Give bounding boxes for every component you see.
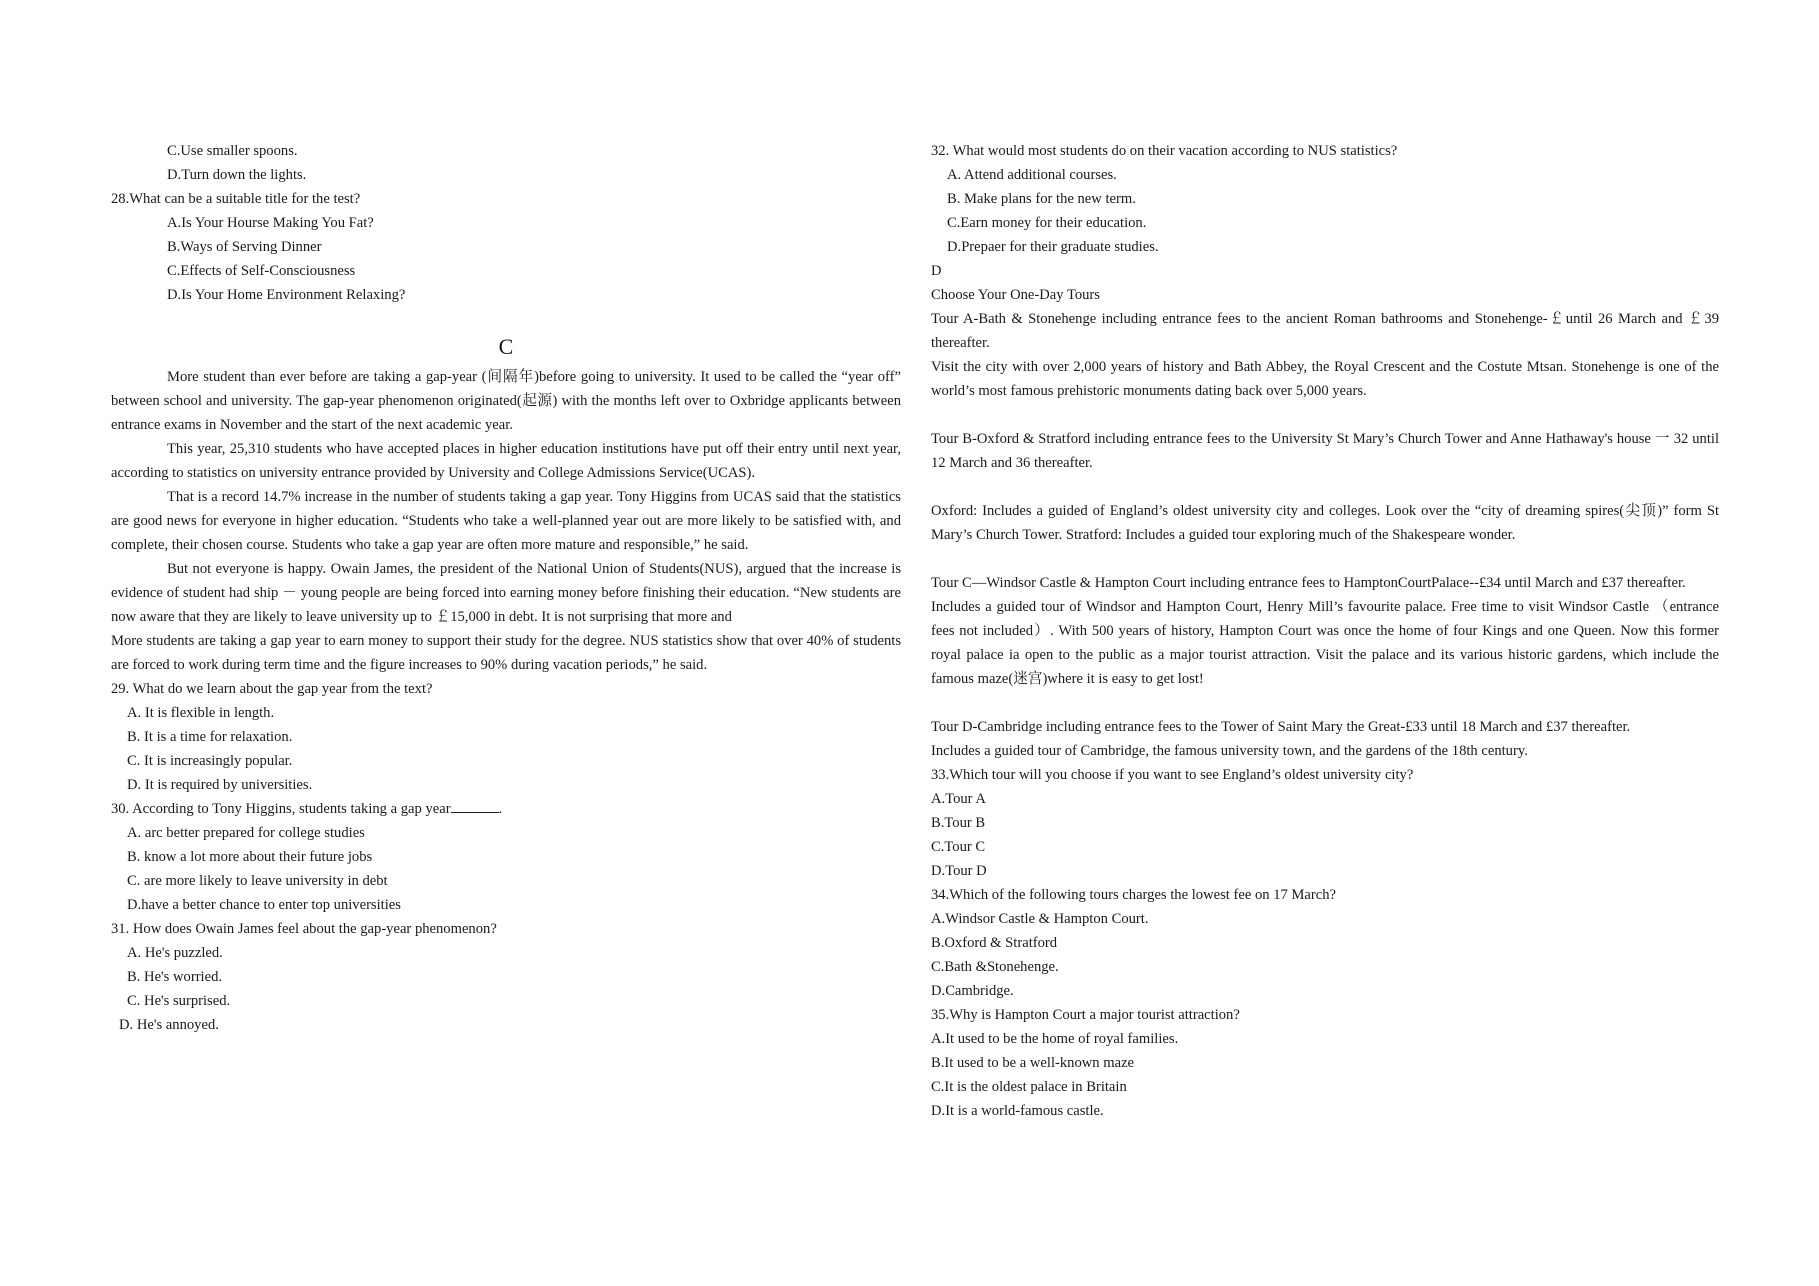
q35-question: 35.Why is Hampton Court a major tourist attraction? — [931, 1007, 1240, 1023]
q28-question: 28.What can be a suitable title for the test? — [111, 191, 361, 207]
q30-option-c: C. are more likely to leave university in debt — [127, 873, 388, 889]
q35-option-a: A.It used to be the home of royal families. — [931, 1031, 1179, 1047]
q34-option-d: D.Cambridge. — [931, 983, 1014, 999]
q29-option-c: C. It is increasingly popular. — [127, 753, 293, 769]
q30-option-b: B. know a lot more about their future jobs — [127, 849, 373, 865]
q31-option-a: A. He's puzzled. — [127, 945, 223, 961]
q31-question: 31. How does Owain James feel about the gap-year phenomenon? — [111, 921, 497, 937]
q32-option-a: A. Attend additional courses. — [947, 167, 1117, 183]
q30-question-line — [111, 797, 901, 821]
q34-option-c: C.Bath &Stonehenge. — [931, 959, 1059, 975]
q30-option-d: D.have a better chance to enter top universities — [127, 897, 401, 913]
passage-paragraph-2: This year, 25,310 students who have accepted places in higher education institutions have put off their entry until next year, according to statistics on university entrance provided by University and College Admissions Service(UCAS). — [111, 441, 901, 481]
q34-option-b: B.Oxford & Stratford — [931, 935, 1058, 951]
left-column — [111, 139, 901, 1037]
q33-option-a: A.Tour A — [931, 791, 986, 807]
tour-a-heading: Tour A-Bath & Stonehenge including entrance fees to the ancient Roman bathrooms and Stonehenge-￡until 26 March and ￡39 thereafter. — [931, 311, 1719, 351]
q28-option-c: C.Effects of Self-Consciousness — [167, 263, 356, 279]
spacer — [931, 547, 1719, 571]
tour-d-description: Includes a guided tour of Cambridge, the famous university town, and the gardens of the 18th century. — [931, 743, 1528, 759]
spacer — [931, 403, 1719, 427]
q29-option-a: A. It is flexible in length. — [127, 705, 275, 721]
q33-option-b: B.Tour B — [931, 815, 986, 831]
spacer — [931, 475, 1719, 499]
q29-option-b: B. It is a time for relaxation. — [127, 729, 293, 745]
q33-option-d: D.Tour D — [931, 863, 987, 879]
q32-option-c: C.Earn money for their education. — [947, 215, 1147, 231]
section-label-d: D — [931, 263, 942, 279]
right-column — [931, 139, 1719, 1123]
q31-option-b: B. He's worried. — [127, 969, 223, 985]
answer-blank — [451, 798, 499, 813]
q28-option-a: A.Is Your Hourse Making You Fat? — [167, 215, 374, 231]
q33-option-c: C.Tour C — [931, 839, 986, 855]
spacer — [931, 691, 1719, 715]
q31-option-c: C. He's surprised. — [127, 993, 231, 1009]
q30-question: 30. According to Tony Higgins, students taking a gap year — [111, 801, 451, 817]
passage-paragraph-3: That is a record 14.7% increase in the number of students taking a gap year. Tony Higgins from UCAS said that the statistics are good news for everyone in higher education. “Students who take a well-planned year out are more likely to be satisfied with, and complete, their chosen course. Students who take a gap year are often more mature and responsible,” he said. — [111, 489, 901, 553]
tour-b-description: Oxford: Includes a guided of England’s oldest university city and colleges. Look over the “city of dreaming spires(尖顶)” form St Mary’s Church Tower. Stratford: Includes a guided tour exploring much of the Shakespeare wonder. — [931, 503, 1719, 543]
tour-d-heading: Tour D-Cambridge including entrance fees to the Tower of Saint Mary the Great-£33 until 18 March and £37 thereafter. — [931, 719, 1631, 735]
tour-b-heading: Tour B-Oxford & Stratford including entrance fees to the University St Mary’s Church Tower and Anne Hathaway's house 一 32 until 12 March and 36 thereafter. — [931, 431, 1719, 471]
passage-paragraph-1: More student than ever before are taking a gap-year (间隔年)before going to university. It used to be called the “year off” between school and university. The gap-year phenomenon originated(起源) with the months left over to Oxbridge applicants between entrance exams in November and the start of the next academic year. — [111, 369, 901, 433]
q28-option-b: B.Ways of Serving Dinner — [167, 239, 322, 255]
q27-option-d: D.Turn down the lights. — [167, 167, 307, 183]
q29-option-d: D. It is required by universities. — [127, 777, 313, 793]
q35-option-d: D.It is a world-famous castle. — [931, 1103, 1104, 1119]
tours-title: Choose Your One-Day Tours — [931, 287, 1100, 303]
q34-option-a: A.Windsor Castle & Hampton Court. — [931, 911, 1149, 927]
q30-option-a: A. arc better prepared for college studies — [127, 825, 365, 841]
q31-option-d: D. He's annoyed. — [119, 1017, 219, 1033]
q32-question: 32. What would most students do on their vacation according to NUS statistics? — [931, 143, 1398, 159]
tour-c-description: Includes a guided tour of Windsor and Hampton Court, Henry Mill’s favourite palace. Free time to visit Windsor Castle （entrance fees not included）. With 500 years of history, Hampton Court was once the home of four Kings and one Queen. Now this former royal palace ia open to the public as a major tourist attraction. Visit the palace and its various historic gardens, which include the famous maze(迷宫)where it is easy to get lost! — [931, 599, 1719, 687]
q28-option-d: D.Is Your Home Environment Relaxing? — [167, 287, 406, 303]
q32-option-b: B. Make plans for the new term. — [947, 191, 1136, 207]
section-heading-c: C — [498, 334, 514, 359]
q32-option-d: D.Prepaer for their graduate studies. — [947, 239, 1159, 255]
q30-question-end: . — [498, 801, 503, 817]
passage-paragraph-4: But not everyone is happy. Owain James, the president of the National Union of Students(NUS), argued that the increase is evidence of student had ship － young people are being forced into earning money before finishing their education. “New students are now aware that they are likely to leave university up to ￡15,000 in debt. It is not surprising that more and — [111, 561, 901, 625]
q27-option-c: C.Use smaller spoons. — [167, 143, 298, 159]
q35-option-c: C.It is the oldest palace in Britain — [931, 1079, 1127, 1095]
passage-paragraph-5: More students are taking a gap year to earn money to support their study for the degree. NUS statistics show that over 40% of students are forced to work during term time and the figure increases to 90% during vacation periods,” he said. — [111, 633, 901, 673]
q35-option-b: B.It used to be a well-known maze — [931, 1055, 1135, 1071]
q33-question: 33.Which tour will you choose if you want to see England’s oldest university city? — [931, 767, 1414, 783]
q29-question: 29. What do we learn about the gap year from the text? — [111, 681, 433, 697]
tour-c-heading: Tour C—Windsor Castle & Hampton Court including entrance fees to HamptonCourtPalace--£34 until March and £37 thereafter. — [931, 575, 1686, 591]
tour-a-description: Visit the city with over 2,000 years of history and Bath Abbey, the Royal Crescent and the Costute Mtsan. Stonehenge is one of the world’s most famous prehistoric monuments dating back over 5,000 years. — [931, 359, 1719, 399]
q34-question: 34.Which of the following tours charges the lowest fee on 17 March? — [931, 887, 1336, 903]
